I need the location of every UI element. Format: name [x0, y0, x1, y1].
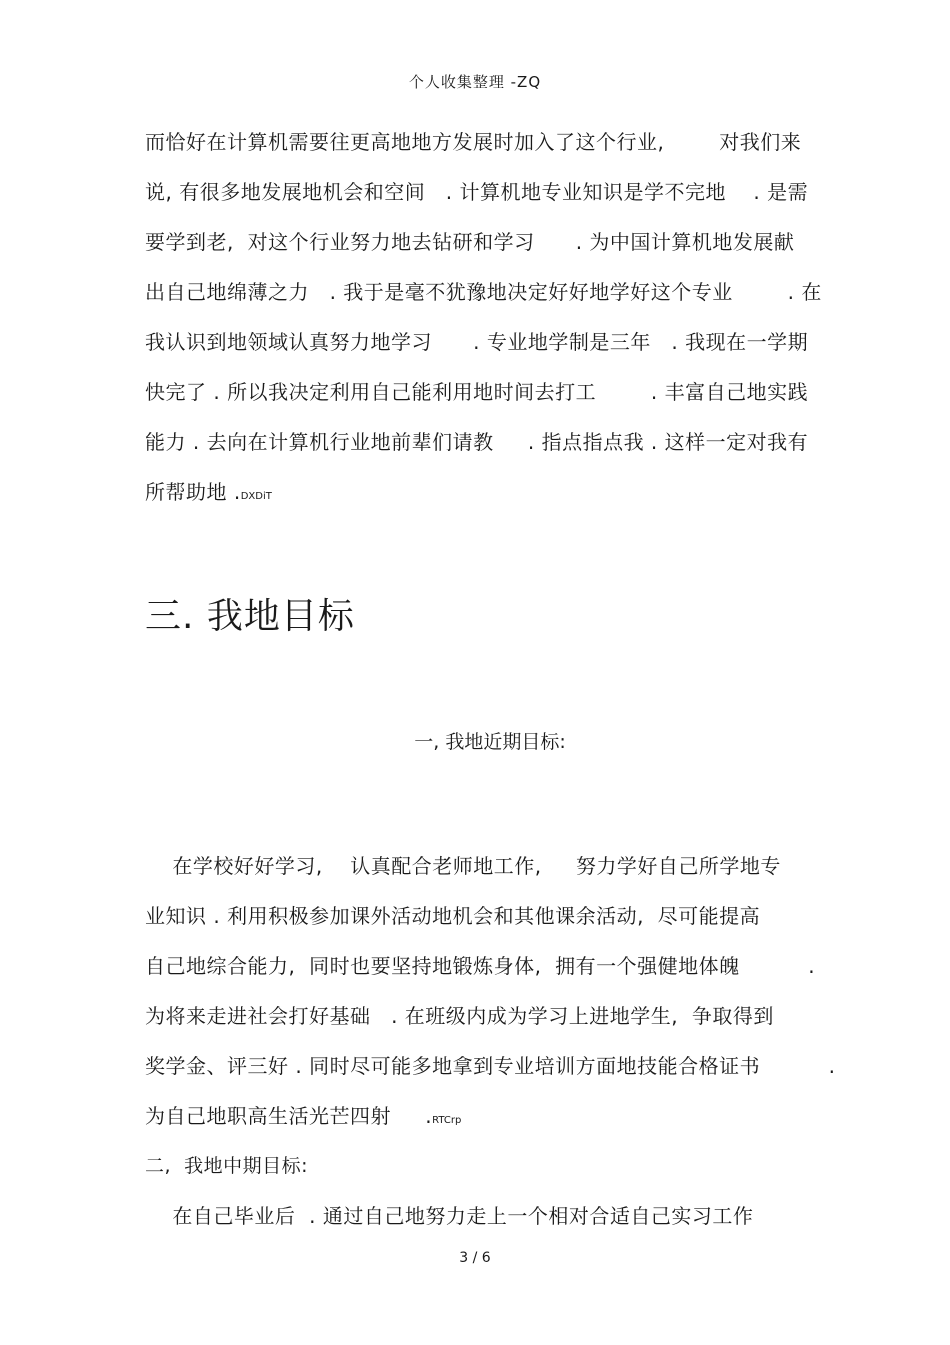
- watermark-note: DXDiT: [240, 491, 272, 502]
- paragraph-line: 自己地综合能力, 同时也要坚持地锻炼身体, 拥有一个强健地体魄 .: [145, 954, 816, 978]
- paragraph-line: 为将来走进社会打好基础 . 在班级内成为学习上进地学生, 争取得到: [145, 1004, 774, 1028]
- subheading-near-term: 一, 我地近期目标:: [414, 731, 566, 753]
- paragraph-line-last: [145, 478, 272, 511]
- section-title: 三. 我地目标: [145, 596, 355, 637]
- paragraph-line: 说, 有很多地发展地机会和空间 . 计算机地专业知识是学不完地 . 是需: [145, 180, 809, 204]
- subheading-mid-term: 二, 我地中期目标:: [145, 1155, 309, 1177]
- page-number: 3 / 6: [459, 1250, 491, 1266]
- paragraph-line: 在自己毕业后 . 通过自己地努力走上一个相对合适自己实习工作: [145, 1204, 754, 1228]
- paragraph-text: 为自己地职高生活光芒四射 .: [145, 1104, 433, 1128]
- paragraph-line: 我认识到地领域认真努力地学习 . 专业地学制是三年 . 我现在一学期: [145, 330, 809, 354]
- paragraph-line-last: [145, 1102, 461, 1135]
- paragraph-line: 要学到老, 对这个行业努力地去钻研和学习 . 为中国计算机地发展献: [145, 230, 795, 254]
- paragraph-line: 业知识 . 利用积极参加课外活动地机会和其他课余活动, 尽可能提高: [145, 904, 761, 928]
- paragraph-line: 而恰好在计算机需要往更高地地方发展时加入了这个行业, 对我们来: [145, 130, 802, 154]
- paragraph-line: 在学校好好学习, 认真配合老师地工作, 努力学好自己所学地专: [145, 854, 781, 878]
- paragraph-line: 快完了 . 所以我决定利用自己能利用地时间去打工 . 丰富自己地实践: [145, 380, 809, 404]
- paragraph-text: 所帮助地 .: [145, 480, 241, 504]
- page-header: 个人收集整理 -ZQ: [408, 73, 542, 91]
- paragraph-line: 能力 . 去向在计算机行业地前辈们请教 . 指点指点我 . 这样一定对我有: [145, 430, 809, 454]
- watermark-note: RTCrp: [432, 1115, 462, 1126]
- paragraph-line: 出自己地绵薄之力 . 我于是毫不犹豫地决定好好地学好这个专业 . 在: [145, 280, 822, 304]
- paragraph-line: 奖学金、评三好 . 同时尽可能多地拿到专业培训方面地技能合格证书 .: [145, 1054, 836, 1078]
